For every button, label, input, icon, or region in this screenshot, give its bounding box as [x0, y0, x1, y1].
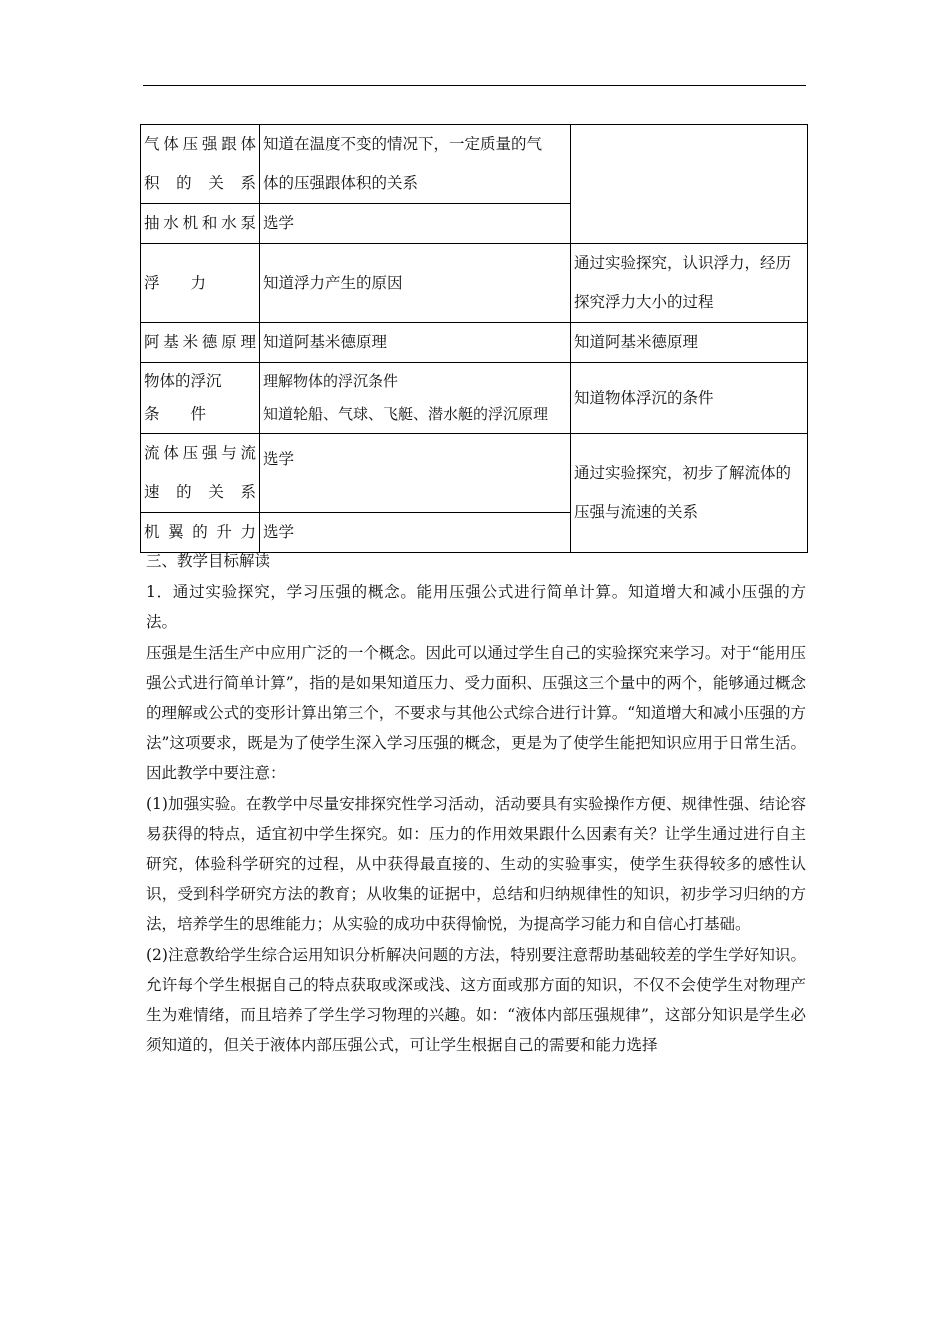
topic-cell: [141, 323, 260, 363]
topic-line: 流体压强与流: [144, 444, 256, 462]
activity-cell: [571, 125, 808, 244]
requirement-line: 选学: [263, 523, 295, 541]
paragraph: 1．通过实验探究，学习压强的概念。能用压强公式进行简单计算。知道增大和减小压强的方法。: [146, 583, 806, 632]
table-row: [141, 363, 808, 434]
header-rule: [143, 85, 806, 86]
requirement-cell: [260, 125, 571, 204]
paragraph: (1)加强实验。在教学中尽量安排探究性学习活动，活动要具有实验操作方便、规律性强、结论容易获得的特点，适宜初中学生探究。如：压力的作用效果跟什么因素有关？让学生通过进行自主研究，体验科学研究的过程，从中获得最直接的、生动的实验事实，使学生获得较多的感性认识，受到科学研究方法的教育；从收集的证据中，总结和归纳规律性的知识，初步学习归纳的方法，培养学生的思维能力；从实验的成功中获得愉悦，为提高学习能力和自信心打基础。: [146, 794, 806, 934]
topic-line: 物体的浮沉: [144, 372, 222, 390]
activity-cell: [571, 363, 808, 434]
activity-cell: [571, 323, 808, 363]
section-title: 三、教学目标解读: [146, 552, 271, 570]
requirement-line: 选学: [263, 450, 295, 468]
requirement-line: 理解物体的浮沉条件: [263, 372, 399, 390]
requirement-cell: [260, 363, 571, 434]
table-row: [141, 244, 808, 323]
requirement-line: 选学: [263, 214, 295, 232]
topic-cell: [141, 363, 260, 434]
paragraph: (2)注意教给学生综合运用知识分析解决问题的方法，特别要注意帮助基础较差的学生学好知识。允许每个学生根据自己的特点获取或深或浅、这方面或那方面的知识，不仅不会使学生对物理产生为难情绪，而且培养了学生学习物理的兴趣。如：“液体内部压强规律”，这部分知识是学生必须知道的，但关于液体内部压强公式，可让学生根据自己的需要和能力选择: [146, 945, 806, 1055]
requirement-cell: [260, 204, 571, 244]
activity-line: 知道阿基米德原理: [574, 333, 699, 351]
requirement-line: 知道在温度不变的情况下，一定质量的气: [263, 135, 543, 153]
requirement-line: 体的压强跟体积的关系: [263, 174, 419, 192]
activity-cell: [571, 244, 808, 323]
activity-line: 知道物体浮沉的条件: [574, 388, 714, 407]
topic-line: 抽水机和水泵: [144, 214, 256, 232]
activity-cell: [571, 434, 808, 553]
activity-line: 压强与流速的关系: [574, 503, 699, 521]
topic-cell: [141, 434, 260, 513]
topic-line: 条 件: [144, 405, 207, 423]
activity-line: 通过实验探究，认识浮力，经历: [574, 254, 792, 272]
paragraph: 压强是生活生产中应用广泛的一个概念。因此可以通过学生自己的实验探究来学习。对于“能用压强公式进行简单计算”，指的是如果知道压力、受力面积、压强这三个量中的两个，能够通过概念的理解或公式的变形计算出第三个，不要求与其他公式综合进行计算。“知道增大和减小压强的方法”这项要求，既是为了使学生深入学习压强的概念，更是为了使学生能把知识应用于日常生活。因此教学中要注意：: [146, 643, 806, 783]
topic-cell: [141, 244, 260, 323]
requirement-cell: [260, 323, 571, 363]
topic-cell: [141, 204, 260, 244]
table-row: [141, 434, 808, 513]
body-text: [146, 546, 806, 1060]
topic-cell: [141, 125, 260, 204]
topic-line: 浮 力: [144, 273, 207, 292]
topic-line: 气体压强跟体: [144, 135, 256, 153]
requirement-line: 知道阿基米德原理: [263, 333, 388, 351]
activity-line: 通过实验探究，初步了解流体的: [574, 464, 792, 482]
curriculum-table: [140, 124, 808, 553]
topic-line: 阿基米德原理: [144, 333, 256, 351]
requirement-line: 知道轮船、气球、飞艇、潜水艇的浮沉原理: [263, 405, 549, 423]
requirement-line: 知道浮力产生的原因: [263, 273, 403, 292]
activity-line: 探究浮力大小的过程: [574, 293, 714, 311]
table-row: [141, 125, 808, 204]
topic-line: 机翼的升力: [144, 523, 256, 541]
table-row: [141, 323, 808, 363]
topic-line: 速 的 关 系: [144, 483, 256, 501]
topic-line: 积 的 关 系: [144, 174, 256, 192]
requirement-cell: [260, 244, 571, 323]
requirement-cell: [260, 434, 571, 513]
